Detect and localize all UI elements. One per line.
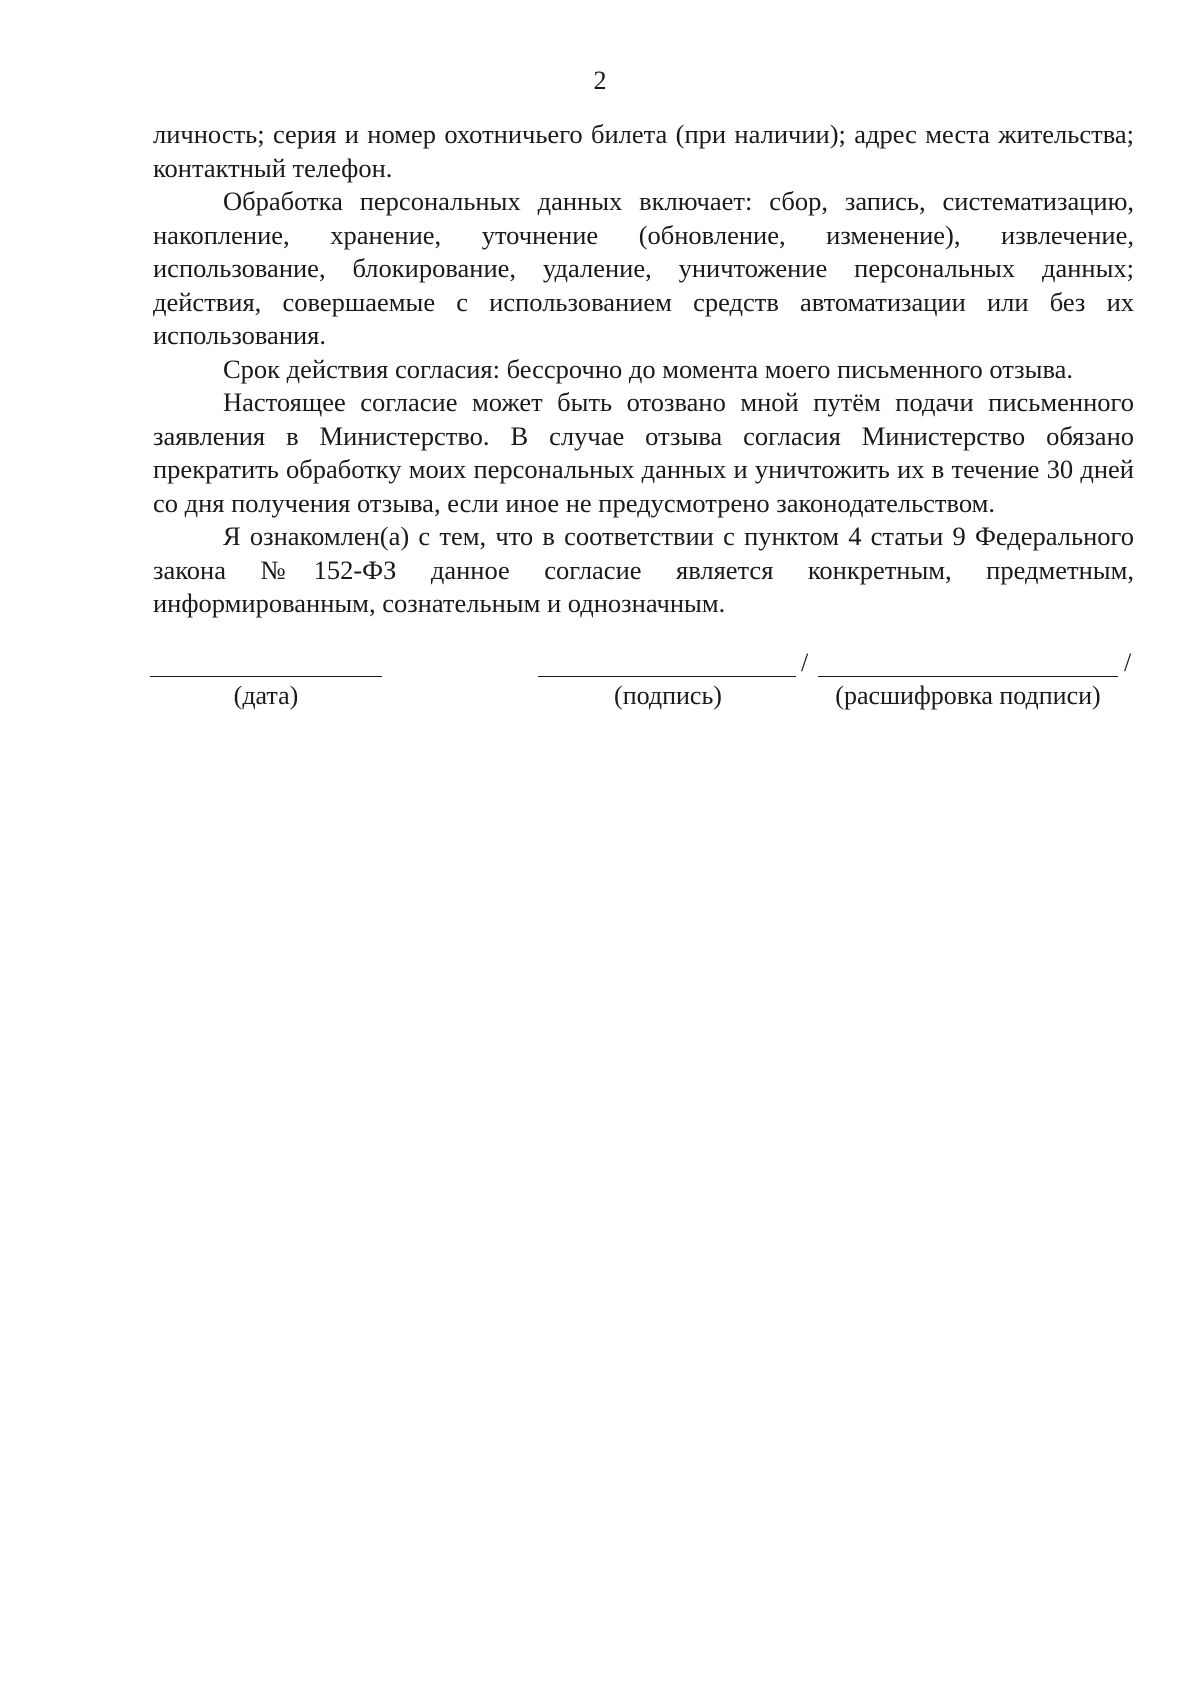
signature-decoding-line: [818, 676, 1118, 677]
document-body: [153, 118, 1134, 621]
paragraph-acknowledgement: Я ознакомлен(а) с тем, что в соответствии с пунктом 4 статьи 9 Федерального закона №152-ФЗ данное согласие является конкретным, предметным, информированным, сознательным и однозначным.: [153, 521, 1134, 618]
paragraph-consent-term: Срок действия согласия: бессрочно до момента моего письменного отзыва.: [223, 353, 1074, 384]
signature-decoding-separator: /: [1124, 648, 1132, 677]
paragraph-continuation: личность; серия и номер охотничьего билета (при наличии); адрес места жительства; контактный телефон.: [153, 119, 1134, 183]
page-number: 2: [593, 66, 607, 95]
paragraph-processing-scope: Обработка персональных данных включает: сбор, запись, систематизацию, накопление, хранение, уточнение (обновление, изменение), извлечение, использование, блокирование, удаление, уничтожение персональных данных; действия, совершаемые с использованием средств автоматизации или без их использования.: [153, 186, 1134, 350]
date-caption: (дата): [233, 681, 299, 710]
signature-caption: (подпись): [614, 681, 722, 710]
signature-line: [538, 676, 796, 677]
date-line: [150, 676, 382, 677]
paragraph-withdrawal: Настоящее согласие может быть отозвано мной путём подачи письменного заявления в Министерство. В случае отзыва согласия Министерство обязано прекратить обработку моих персональных данных и уничтожить их в течение 30 дней со дня получения отзыва, если иное не предусмотрено законодательством.: [153, 387, 1134, 518]
signature-decoding-caption: (расшифровка подписи): [835, 681, 1101, 710]
signature-separator: /: [801, 648, 809, 677]
